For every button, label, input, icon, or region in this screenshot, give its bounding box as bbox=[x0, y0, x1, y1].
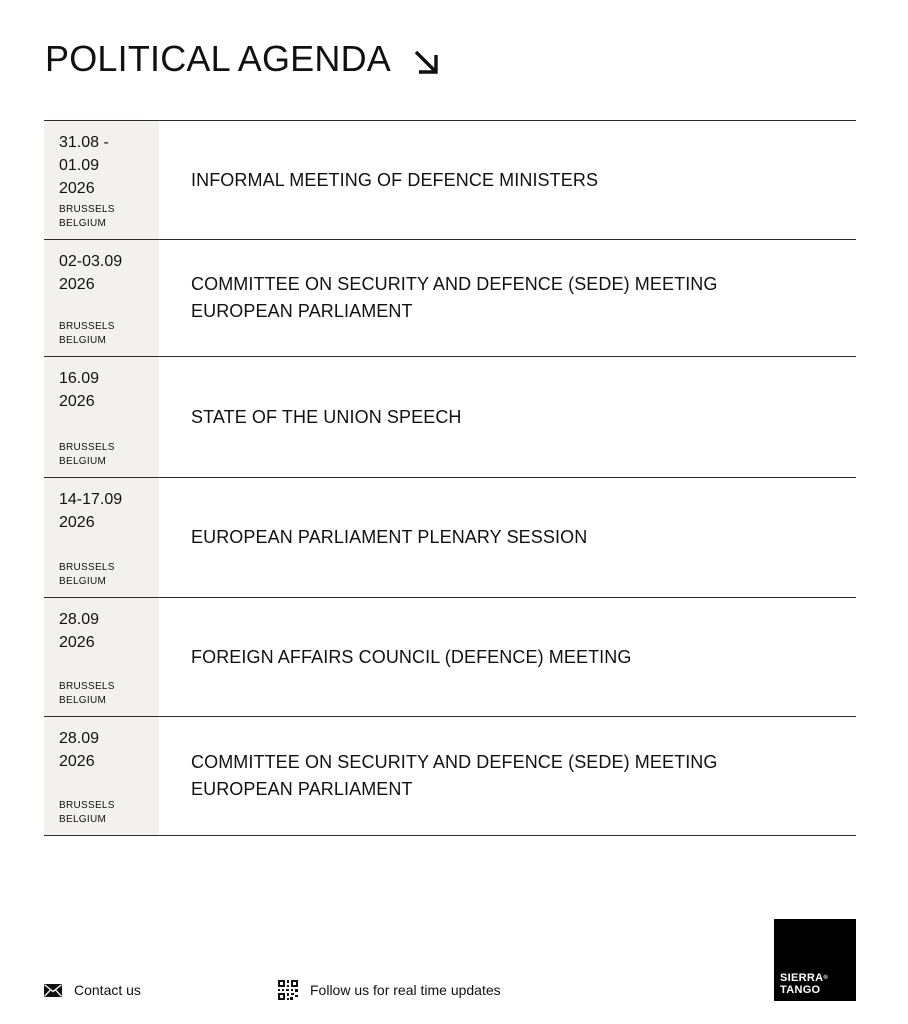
event-date: 2026 bbox=[59, 180, 95, 197]
event-title-cell bbox=[159, 717, 856, 835]
sierra-tango-logo bbox=[774, 919, 856, 1001]
agenda-row bbox=[44, 357, 856, 478]
event-location-line: BRUSSELS bbox=[59, 800, 115, 811]
event-location-line: BRUSSELS bbox=[59, 321, 115, 332]
agenda-row bbox=[44, 598, 856, 717]
event-date: 2026 bbox=[59, 393, 95, 410]
event-location-line: BELGIUM bbox=[59, 576, 107, 587]
event-date: 2026 bbox=[59, 514, 95, 531]
event-title: COMMITTEE ON SECURITY AND DEFENCE (SEDE) MEETING bbox=[191, 274, 718, 294]
event-location-line: BRUSSELS bbox=[59, 562, 115, 573]
contact-label: Contact us bbox=[74, 982, 141, 998]
envelope-icon bbox=[44, 984, 62, 997]
contact-link[interactable] bbox=[44, 982, 141, 998]
event-location bbox=[59, 203, 159, 231]
header bbox=[45, 38, 441, 80]
event-date-cell bbox=[44, 240, 159, 356]
event-title: COMMITTEE ON SECURITY AND DEFENCE (SEDE) MEETING bbox=[191, 752, 718, 772]
agenda-row bbox=[44, 121, 856, 240]
agenda-row bbox=[44, 478, 856, 598]
event-title-cell bbox=[159, 240, 856, 356]
event-date: 28.09 bbox=[59, 611, 100, 628]
event-location-line: BRUSSELS bbox=[59, 442, 115, 453]
event-date: 16.09 bbox=[59, 370, 100, 387]
event-date-cell bbox=[44, 717, 159, 835]
event-title-cell bbox=[159, 598, 856, 716]
event-location bbox=[59, 441, 159, 469]
logo-line-1: SIERRA bbox=[780, 972, 824, 984]
event-location-line: BRUSSELS bbox=[59, 204, 115, 215]
agenda-table bbox=[44, 120, 856, 836]
event-date: 2026 bbox=[59, 634, 95, 651]
event-date: 2026 bbox=[59, 753, 95, 770]
event-date: 28.09 bbox=[59, 730, 100, 747]
agenda-row bbox=[44, 717, 856, 836]
event-title: INFORMAL MEETING OF DEFENCE MINISTERS bbox=[191, 169, 599, 190]
arrow-down-right-icon bbox=[411, 47, 441, 77]
event-location-line: BELGIUM bbox=[59, 695, 107, 706]
event-location bbox=[59, 799, 159, 827]
logo-line-2: TANGO bbox=[780, 984, 821, 996]
event-title: EUROPEAN PARLIAMENT bbox=[191, 779, 413, 799]
event-date-cell bbox=[44, 598, 159, 716]
event-location-line: BELGIUM bbox=[59, 218, 107, 229]
page-title: POLITICAL AGENDA bbox=[45, 38, 391, 79]
event-location bbox=[59, 680, 159, 708]
event-date: 31.08 - bbox=[59, 134, 109, 151]
event-location-line: BELGIUM bbox=[59, 456, 107, 467]
logo-registered-mark: ® bbox=[823, 975, 829, 981]
event-location-line: BELGIUM bbox=[59, 814, 107, 825]
event-date: 2026 bbox=[59, 276, 95, 293]
event-title-cell bbox=[159, 121, 856, 239]
event-title: EUROPEAN PARLIAMENT PLENARY SESSION bbox=[191, 527, 588, 547]
event-date: 02-03.09 bbox=[59, 253, 123, 270]
follow-link[interactable] bbox=[278, 980, 501, 1000]
event-date: 01.09 bbox=[59, 157, 100, 174]
event-date-cell bbox=[44, 121, 159, 239]
event-title: FOREIGN AFFAIRS COUNCIL (DEFENCE) MEETING bbox=[191, 646, 632, 667]
agenda-row bbox=[44, 240, 856, 357]
event-location bbox=[59, 320, 159, 348]
event-date-cell bbox=[44, 357, 159, 477]
event-location bbox=[59, 561, 159, 589]
event-title: EUROPEAN PARLIAMENT bbox=[191, 301, 413, 321]
event-location-line: BRUSSELS bbox=[59, 681, 115, 692]
event-title-cell bbox=[159, 478, 856, 597]
follow-label: Follow us for real time updates bbox=[310, 982, 501, 998]
qr-code-icon bbox=[278, 980, 298, 1000]
event-location-line: BELGIUM bbox=[59, 335, 107, 346]
event-title-cell bbox=[159, 357, 856, 477]
event-date: 14-17.09 bbox=[59, 491, 123, 508]
event-title: STATE OF THE UNION SPEECH bbox=[191, 406, 462, 427]
event-date-cell bbox=[44, 478, 159, 597]
